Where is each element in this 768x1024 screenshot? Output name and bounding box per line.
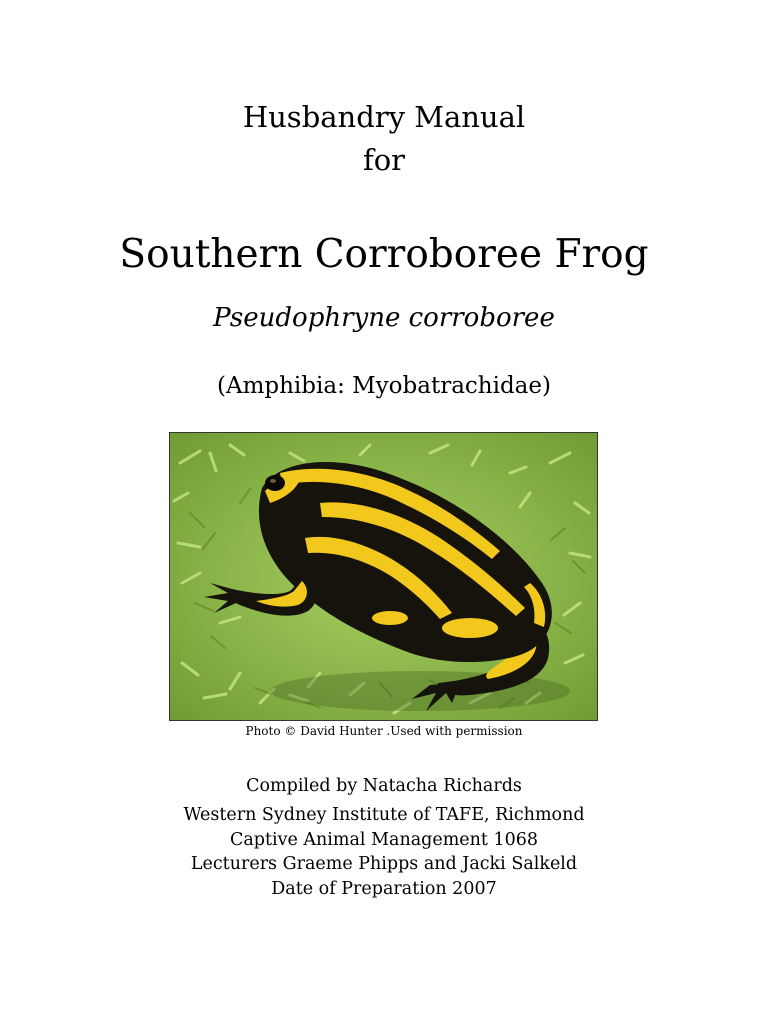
- institute: Western Sydney Institute of TAFE, Richmond: [183, 805, 585, 825]
- lecturers: Lecturers Graeme Phipps and Jacki Salkeld: [190, 854, 578, 874]
- compiled-by: Compiled by Natacha Richards: [246, 776, 522, 796]
- preparation-date: Date of Preparation 2007: [271, 879, 497, 899]
- species-classification: (Amphibia: Myobatrachidae): [217, 373, 551, 399]
- frog-photo: [169, 432, 598, 721]
- course: Captive Animal Management 1068: [229, 830, 539, 850]
- photo-credit: Photo © David Hunter .Used with permission: [245, 724, 523, 738]
- manual-title: Husbandry Manual: [242, 100, 526, 134]
- species-common-name: Southern Corroboree Frog: [119, 232, 649, 277]
- species-scientific-name: Pseudophryne corroboree: [213, 303, 555, 333]
- manual-title-for: for: [362, 143, 406, 177]
- frog-illustration: [170, 433, 598, 721]
